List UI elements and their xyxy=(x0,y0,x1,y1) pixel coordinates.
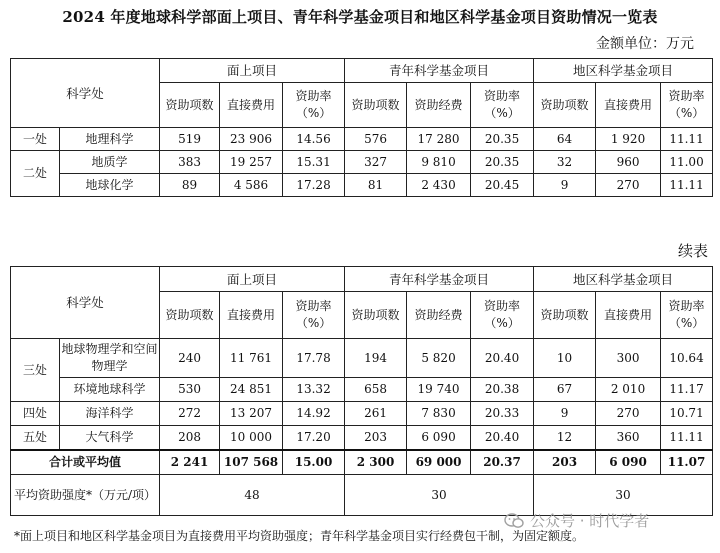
total-value: 203 xyxy=(534,450,596,475)
table-row xyxy=(11,426,713,451)
value-cell: 20.38 xyxy=(471,378,534,402)
funding-table-part2 xyxy=(10,266,713,516)
value-cell: 5 820 xyxy=(407,339,471,378)
header-general-program: 面上项目 xyxy=(160,267,345,292)
value-cell: 67 xyxy=(534,378,596,402)
field-cell: 地球化学 xyxy=(60,174,160,197)
value-cell: 270 xyxy=(596,402,661,426)
dept-cell: 四处 xyxy=(11,402,60,426)
value-cell: 203 xyxy=(345,426,407,451)
footnote: *面上项目和地区科学基金项目为直接费用平均资助强度；青年科学基金项目实行经费包干制，为固定额度。 xyxy=(14,529,585,543)
header-count: 资助项数 xyxy=(534,83,596,128)
field-cell: 地球物理学和空间物理学 xyxy=(60,339,160,378)
average-value: 30 xyxy=(345,475,534,516)
header-rate: 资助率（%） xyxy=(661,292,713,339)
total-label: 合计或平均值 xyxy=(11,450,160,475)
value-cell: 194 xyxy=(345,339,407,378)
header-general-program: 面上项目 xyxy=(160,59,345,83)
value-cell: 13 207 xyxy=(220,402,283,426)
header-direct-cost: 直接费用 xyxy=(220,83,283,128)
average-value: 30 xyxy=(534,475,713,516)
value-cell: 23 906 xyxy=(220,128,283,151)
dept-cell: 二处 xyxy=(11,151,60,197)
value-cell: 14.56 xyxy=(283,128,345,151)
header-young-scientists: 青年科学基金项目 xyxy=(345,59,534,83)
value-cell: 15.31 xyxy=(283,151,345,174)
total-value: 2 300 xyxy=(345,450,407,475)
value-cell: 6 090 xyxy=(407,426,471,451)
header-count: 资助项数 xyxy=(534,292,596,339)
value-cell: 17.20 xyxy=(283,426,345,451)
value-cell: 11.11 xyxy=(661,426,713,451)
header-direct-cost: 直接费用 xyxy=(596,292,661,339)
dept-cell: 五处 xyxy=(11,426,60,451)
value-cell: 10.71 xyxy=(661,402,713,426)
value-cell: 14.92 xyxy=(283,402,345,426)
header-regional-fund: 地区科学基金项目 xyxy=(534,59,713,83)
header-count: 资助项数 xyxy=(345,83,407,128)
header-count: 资助项数 xyxy=(160,292,220,339)
value-cell: 9 xyxy=(534,402,596,426)
value-cell: 4 586 xyxy=(220,174,283,197)
value-cell: 327 xyxy=(345,151,407,174)
value-cell: 20.40 xyxy=(471,426,534,451)
value-cell: 20.40 xyxy=(471,339,534,378)
value-cell: 13.32 xyxy=(283,378,345,402)
total-value: 20.37 xyxy=(471,450,534,475)
value-cell: 10 xyxy=(534,339,596,378)
value-cell: 11.00 xyxy=(661,151,713,174)
total-row xyxy=(11,450,713,475)
header-direct-cost: 直接费用 xyxy=(220,292,283,339)
value-cell: 7 830 xyxy=(407,402,471,426)
value-cell: 11 761 xyxy=(220,339,283,378)
value-cell: 64 xyxy=(534,128,596,151)
value-cell: 383 xyxy=(160,151,220,174)
funding-table-part1 xyxy=(10,58,713,197)
value-cell: 20.35 xyxy=(471,151,534,174)
total-value: 69 000 xyxy=(407,450,471,475)
total-value: 2 241 xyxy=(160,450,220,475)
value-cell: 17.28 xyxy=(283,174,345,197)
value-cell: 208 xyxy=(160,426,220,451)
header-funds: 资助经费 xyxy=(407,83,471,128)
field-cell: 地理科学 xyxy=(60,128,160,151)
value-cell: 20.45 xyxy=(471,174,534,197)
total-value: 6 090 xyxy=(596,450,661,475)
value-cell: 32 xyxy=(534,151,596,174)
value-cell: 658 xyxy=(345,378,407,402)
total-value: 11.07 xyxy=(661,450,713,475)
header-rate: 资助率（%） xyxy=(661,83,713,128)
total-value: 15.00 xyxy=(283,450,345,475)
average-value: 48 xyxy=(160,475,345,516)
value-cell: 11.11 xyxy=(661,128,713,151)
header-count: 资助项数 xyxy=(160,83,220,128)
value-cell: 300 xyxy=(596,339,661,378)
header-rate: 资助率（%） xyxy=(471,292,534,339)
value-cell: 272 xyxy=(160,402,220,426)
watermark-text: 公众号 · 时代学者 xyxy=(530,512,650,530)
header-dept: 科学处 xyxy=(11,59,160,128)
header-funds: 资助经费 xyxy=(407,292,471,339)
dept-cell: 一处 xyxy=(11,128,60,151)
table-row xyxy=(11,174,713,197)
header-rate: 资助率（%） xyxy=(283,292,345,339)
average-intensity-label: 平均资助强度*（万元/项） xyxy=(11,475,160,516)
value-cell: 17 280 xyxy=(407,128,471,151)
value-cell: 9 xyxy=(534,174,596,197)
value-cell: 81 xyxy=(345,174,407,197)
header-count: 资助项数 xyxy=(345,292,407,339)
watermark xyxy=(504,510,649,531)
field-cell: 海洋科学 xyxy=(60,402,160,426)
value-cell: 20.33 xyxy=(471,402,534,426)
header-rate: 资助率（%） xyxy=(471,83,534,128)
value-cell: 89 xyxy=(160,174,220,197)
unit-label: 金额单位：万元 xyxy=(596,36,694,52)
value-cell: 19 257 xyxy=(220,151,283,174)
value-cell: 261 xyxy=(345,402,407,426)
value-cell: 24 851 xyxy=(220,378,283,402)
value-cell: 530 xyxy=(160,378,220,402)
table-row xyxy=(11,151,713,174)
dept-cell: 三处 xyxy=(11,339,60,402)
wechat-icon xyxy=(504,513,524,529)
value-cell: 11.11 xyxy=(661,174,713,197)
value-cell: 576 xyxy=(345,128,407,151)
header-rate: 资助率（%） xyxy=(283,83,345,128)
value-cell: 10 000 xyxy=(220,426,283,451)
continued-label: 续表 xyxy=(677,242,708,260)
value-cell: 17.78 xyxy=(283,339,345,378)
header-direct-cost: 直接费用 xyxy=(596,83,661,128)
value-cell: 270 xyxy=(596,174,661,197)
header-dept: 科学处 xyxy=(11,267,160,339)
total-value: 107 568 xyxy=(220,450,283,475)
table-row xyxy=(11,402,713,426)
value-cell: 19 740 xyxy=(407,378,471,402)
value-cell: 960 xyxy=(596,151,661,174)
table-row xyxy=(11,128,713,151)
header-regional-fund: 地区科学基金项目 xyxy=(534,267,713,292)
page-title: 2024 年度地球科学部面上项目、青年科学基金项目和地区科学基金项目资助情况一览表 xyxy=(62,8,658,26)
value-cell: 519 xyxy=(160,128,220,151)
value-cell: 2 430 xyxy=(407,174,471,197)
value-cell: 360 xyxy=(596,426,661,451)
header-young-scientists: 青年科学基金项目 xyxy=(345,267,534,292)
field-cell: 地质学 xyxy=(60,151,160,174)
value-cell: 20.35 xyxy=(471,128,534,151)
field-cell: 大气科学 xyxy=(60,426,160,451)
value-cell: 12 xyxy=(534,426,596,451)
table-row xyxy=(11,339,713,378)
value-cell: 11.17 xyxy=(661,378,713,402)
value-cell: 2 010 xyxy=(596,378,661,402)
value-cell: 9 810 xyxy=(407,151,471,174)
table-row xyxy=(11,378,713,402)
value-cell: 1 920 xyxy=(596,128,661,151)
value-cell: 240 xyxy=(160,339,220,378)
field-cell: 环境地球科学 xyxy=(60,378,160,402)
value-cell: 10.64 xyxy=(661,339,713,378)
